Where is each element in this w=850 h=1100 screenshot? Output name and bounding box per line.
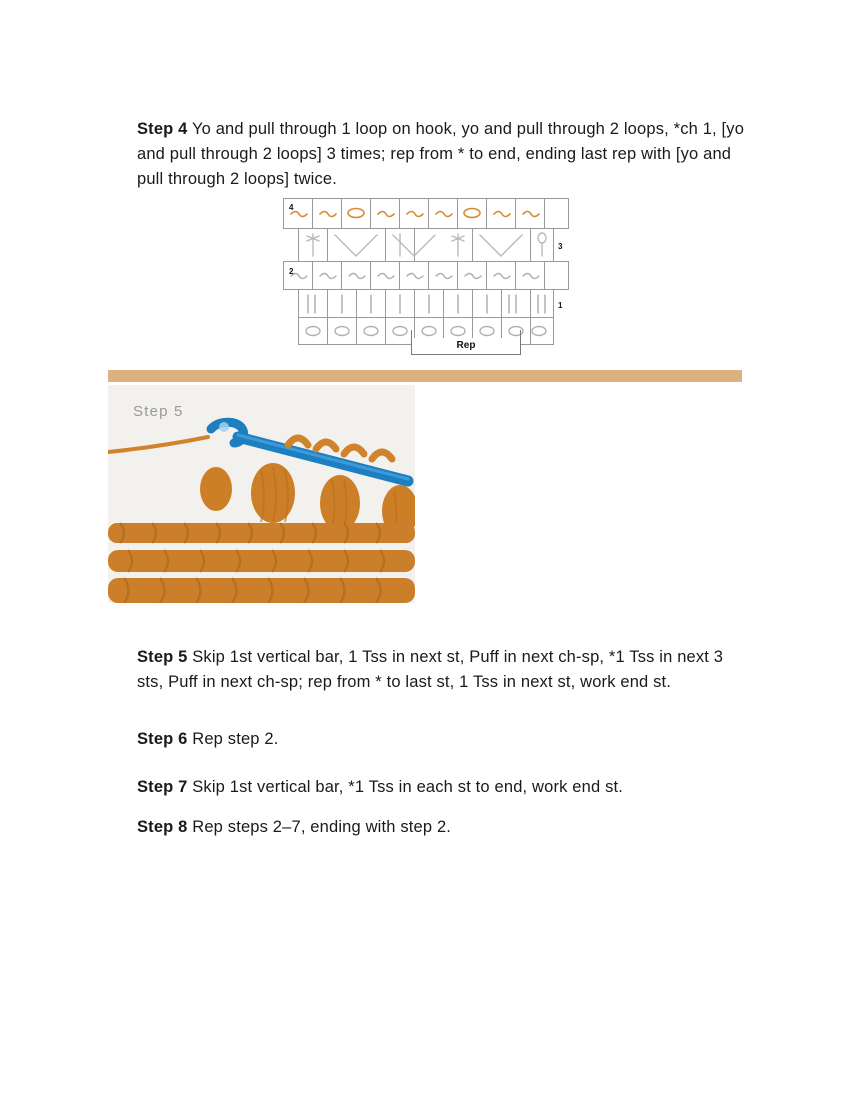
step-5-paragraph xyxy=(137,645,749,695)
chart-row-label-3: 3 xyxy=(558,242,563,251)
step-4-label: Step 4 xyxy=(137,119,188,138)
step-8-paragraph xyxy=(137,815,749,840)
step-6-label: Step 6 xyxy=(137,729,188,748)
step-5-label: Step 5 xyxy=(137,647,188,666)
step-4-text: Yo and pull through 1 loop on hook, yo and pull through 2 loops, *ch 1, [yo and pull through 2 loops] 3 times; rep from * to end, ending last rep with [yo and pull through 2 loops] twice. xyxy=(137,119,745,188)
step-6-paragraph xyxy=(137,727,749,752)
chart-row-label-1: 1 xyxy=(558,301,563,310)
photo-caption: Step 5 xyxy=(133,403,184,420)
chart-row-label-2: 2 xyxy=(289,267,294,276)
step-7-text: Skip 1st vertical bar, *1 Tss in each st to end, work end st. xyxy=(187,777,623,796)
step-8-text: Rep steps 2–7, ending with step 2. xyxy=(187,817,452,836)
rep-bracket-label: Rep xyxy=(411,338,521,355)
chart-row-label-4: 4 xyxy=(289,203,294,212)
step-6-text: Rep step 2. xyxy=(187,729,279,748)
step-7-label: Step 7 xyxy=(137,777,188,796)
decorative-divider-bar xyxy=(108,370,742,382)
crochet-step-5-photo xyxy=(108,385,415,603)
step-8-label: Step 8 xyxy=(137,817,188,836)
step-5-text: Skip 1st vertical bar, 1 Tss in next st, Puff in next ch-sp, *1 Tss in next 3 sts, Puff in next ch-sp; rep from * to last st, 1 Tss in next st, work end st. xyxy=(137,647,724,691)
step-7-paragraph xyxy=(137,775,749,800)
step-4-paragraph xyxy=(137,117,749,192)
